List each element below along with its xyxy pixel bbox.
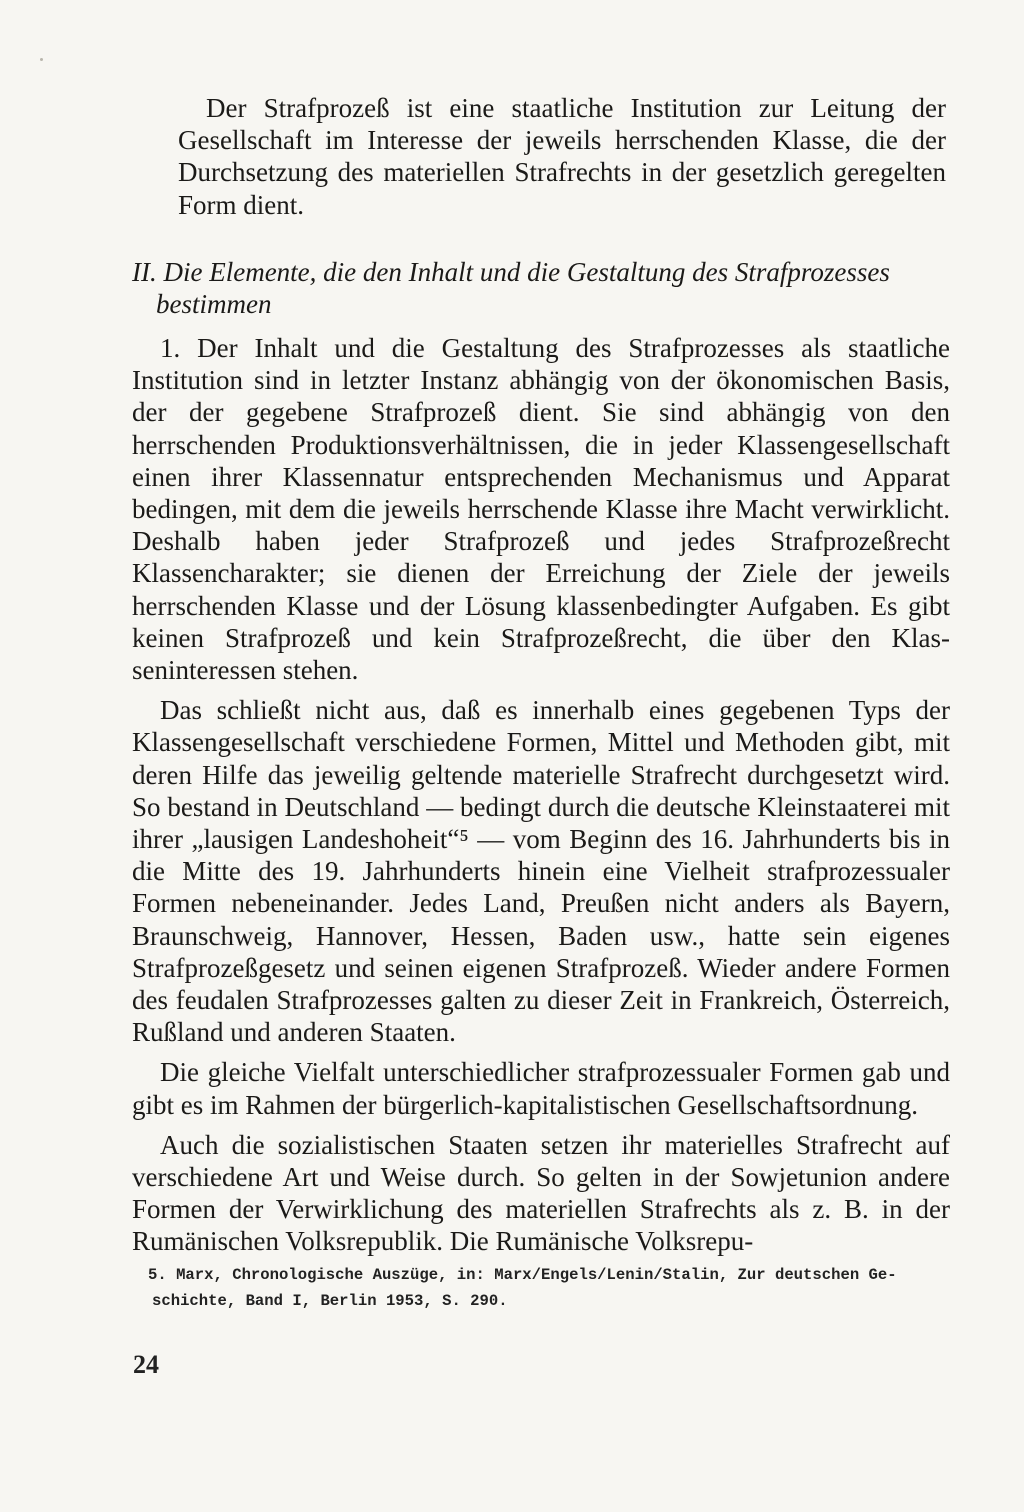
intro-block	[178, 92, 946, 221]
body-paragraph: 1. Der Inhalt und die Gestaltung des Strafprozesses als staatliche Institution sind in letzter Instanz abhängig von der ökonomischen Basis, der der gegebene Strafprozeß dient. Sie sind abhängig von den herrschenden Produktionsverhältnissen, die in jeder Klassengesellschaft einen ihrer Klassennatur entsprechenden Mechanismus und Apparat bedingen, mit dem die jeweils herrschende Klasse ihre Macht verwirklicht. Deshalb haben jeder Strafprozeß und jedes Strafprozeßrecht Klassencharakter; sie dienen der Erreichung der Ziele der jeweils herrschenden Klasse und der Lösung klassenbedingter Aufgaben. Es gibt keinen Strafprozeß und kein Strafprozeßrecht, die über den Klasseninteressen stehen.	[132, 333, 950, 686]
body-paragraph: Auch die sozialistischen Staaten setzen ihr materielles Strafrecht auf verschiedene Art und Weise durch. So gelten in der Sowjetunion andere Formen der Verwirklichung des materiellen Strafrechts als z. B. in der Rumänischen Volksrepublik. Die Rumänische Volksrepu-	[132, 1129, 950, 1257]
body-paragraph: Das schließt nicht aus, daß es innerhalb eines gegebenen Typs der Klassengesellschaft verschiedene Formen, Mittel und Methoden gibt, mit deren Hilfe das jeweilig geltende materielle Strafrecht durchgesetzt wird. So bestand in Deutschland — bedingt durch die deutsche Kleinstaaterei mit ihrer „lausigen Landeshoheit“⁵ — vom Beginn des 16. Jahrhunderts bis in die Mitte des 19. Jahrhunderts hinein eine Vielheit strafprozessualer Formen nebeneinander. Jedes Land, Preußen nicht anders als Bayern, Braunschweig, Hannover, Hessen, Baden usw., hatte sein eigenes Strafprozeßgesetz und seinen eigenen Strafprozeß. Wieder andere Formen des feudalen Strafprozesses galten zu dieser Zeit in Frankreich, Österreich, Rußland und anderen Staaten.	[132, 695, 950, 1048]
paper-speck	[40, 58, 43, 61]
footnote: 5. Marx, Chronologische Auszüge, in: Marx/Engels/Lenin/Stalin, Zur deutschen Geschichte, Band I, Berlin 1953, S. 290.	[148, 1266, 897, 1310]
page-number: 24	[133, 1350, 159, 1379]
body-text	[132, 332, 950, 1266]
section-heading: II. Die Elemente, die den Inhalt und die Gestaltung des Strafprozesses bestimmen	[132, 257, 890, 319]
body-paragraph: Die gleiche Vielfalt unterschiedlicher strafprozessualer Formen gab und gibt es im Rahmen der bürgerlich-kapitalistischen Gesellschaftsordnung.	[132, 1057, 950, 1120]
intro-paragraph: Der Strafprozeß ist eine staatliche Institution zur Leitung der Gesellschaft im Interesse der jeweils herrschenden Klasse, die der Durchsetzung des materiellen Strafrechts in der gesetzlich geregelten Form dient.	[178, 93, 946, 220]
